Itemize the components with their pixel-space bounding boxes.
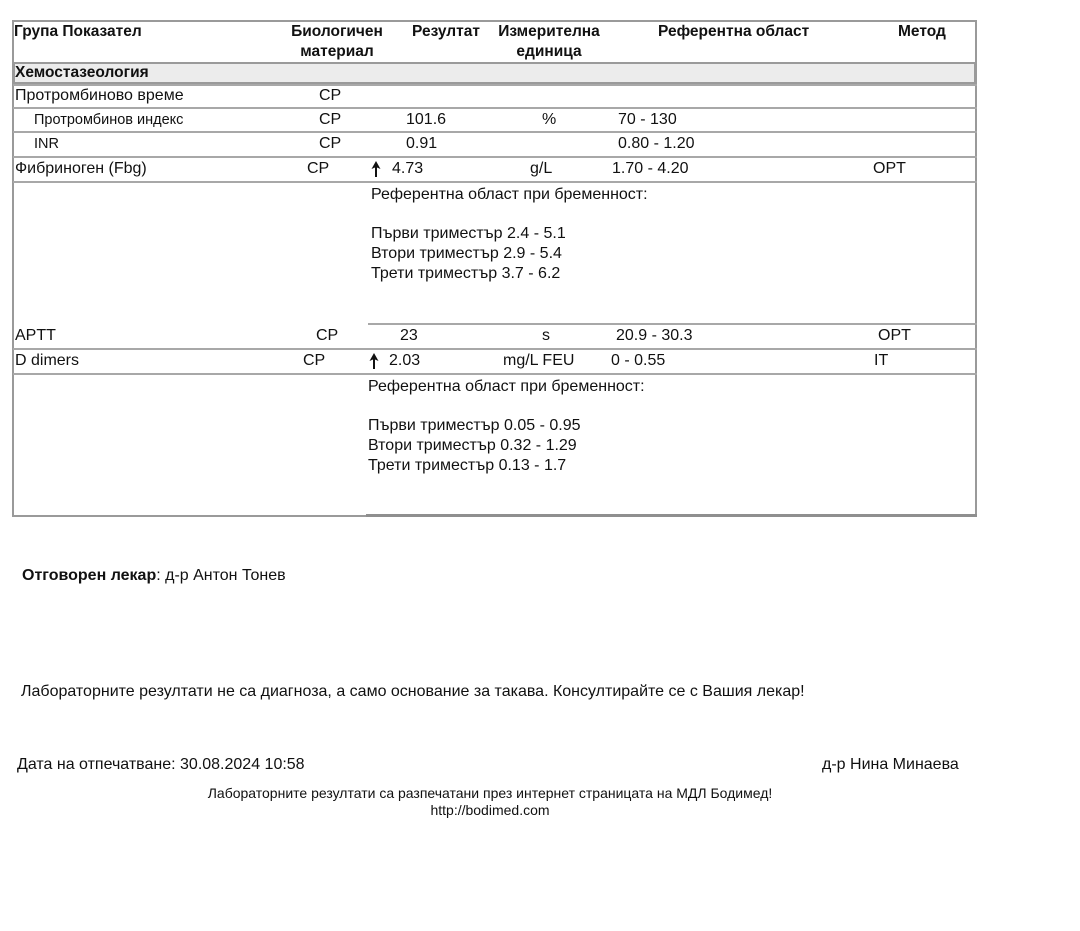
reference-range: 1.70 - 4.20 xyxy=(612,160,689,177)
reference-range: 20.9 - 30.3 xyxy=(616,327,693,344)
header-method: Метод xyxy=(898,23,946,40)
header-reference: Референтна област xyxy=(658,23,810,40)
printed-via-text: Лабораторните резултати са разпечатани през интернет страницата на МДЛ Бодимед! xyxy=(207,785,773,801)
material: CP xyxy=(319,111,342,128)
header-material-line2: материал xyxy=(300,43,374,60)
result-value: 4.73 xyxy=(392,160,424,177)
printed-via-notice xyxy=(0,785,980,819)
unit: mg/L FEU xyxy=(503,352,575,369)
header-unit-line1: Измерителна xyxy=(498,23,600,40)
note-line: Трети триместър 3.7 - 6.2 xyxy=(371,265,561,282)
result-value: 23 xyxy=(400,327,418,344)
table-bottom-edge xyxy=(366,514,977,517)
note-line: Първи триместър 2.4 - 5.1 xyxy=(371,225,566,242)
header-unit xyxy=(494,22,604,62)
high-arrow-icon xyxy=(369,352,379,370)
reference-range: 0.80 - 1.20 xyxy=(618,135,695,152)
row-divider xyxy=(13,107,977,109)
indicator-name: Протромбинов индекс xyxy=(34,112,184,128)
header-material xyxy=(286,22,388,62)
signing-doctor: д-р Нина Минаева xyxy=(822,756,959,773)
header-group-indicator: Група Показател xyxy=(14,23,142,40)
indicator-name: Протромбиново време xyxy=(15,87,184,104)
website-link[interactable]: http://bodimed.com xyxy=(430,802,550,818)
indicator-name: APTT xyxy=(15,327,56,344)
note-line: Втори триместър 0.32 - 1.29 xyxy=(368,437,577,454)
pregnancy-reference-note xyxy=(371,185,648,284)
row-divider xyxy=(13,181,977,183)
header-material-line1: Биологичен xyxy=(291,23,383,40)
material: CP xyxy=(319,87,342,104)
row-divider xyxy=(13,348,977,350)
disclaimer: Лабораторните резултати не са диагноза, а само основание за такава. Консултирайте се с Вашия лекар! xyxy=(21,683,805,700)
indicator-name: D dimers xyxy=(15,352,80,369)
unit: % xyxy=(542,111,557,128)
method: IT xyxy=(874,352,889,369)
unit: s xyxy=(542,327,550,344)
note-line: Първи триместър 0.05 - 0.95 xyxy=(368,417,581,434)
responsible-doctor xyxy=(22,567,286,585)
result-value: 0.91 xyxy=(406,135,438,152)
result-value: 2.03 xyxy=(389,352,421,369)
responsible-doctor-label: Отговорен лекар xyxy=(22,567,157,584)
reference-range: 70 - 130 xyxy=(618,111,677,128)
reference-range: 0 - 0.55 xyxy=(611,352,666,369)
method: OPT xyxy=(878,327,911,344)
unit: g/L xyxy=(530,160,553,177)
pregnancy-reference-note xyxy=(368,377,645,476)
note-title: Референтна област при бременност: xyxy=(371,186,648,203)
note-line: Трети триместър 0.13 - 1.7 xyxy=(368,457,567,474)
header-result: Резултат xyxy=(412,23,480,40)
indicator-name: INR xyxy=(34,136,59,152)
note-title: Референтна област при бременност: xyxy=(368,378,645,395)
print-date: Дата на отпечатване: 30.08.2024 10:58 xyxy=(17,756,305,773)
result-value: 101.6 xyxy=(406,111,447,128)
row-divider xyxy=(13,131,977,133)
header-unit-line2: единица xyxy=(516,43,582,60)
row-divider xyxy=(368,323,977,325)
row-divider xyxy=(13,373,977,375)
material: CP xyxy=(316,327,339,344)
group-title: Хемостазеология xyxy=(15,64,149,81)
material: CP xyxy=(303,352,326,369)
high-arrow-icon xyxy=(371,160,381,178)
responsible-doctor-value: : д-р Антон Тонев xyxy=(156,567,286,584)
group-row-background xyxy=(13,62,976,84)
material: CP xyxy=(319,135,342,152)
method: OPT xyxy=(873,160,906,177)
note-line: Втори триместър 2.9 - 5.4 xyxy=(371,245,562,262)
material: CP xyxy=(307,160,330,177)
row-divider xyxy=(13,156,977,158)
indicator-name: Фибриноген (Fbg) xyxy=(15,160,147,177)
